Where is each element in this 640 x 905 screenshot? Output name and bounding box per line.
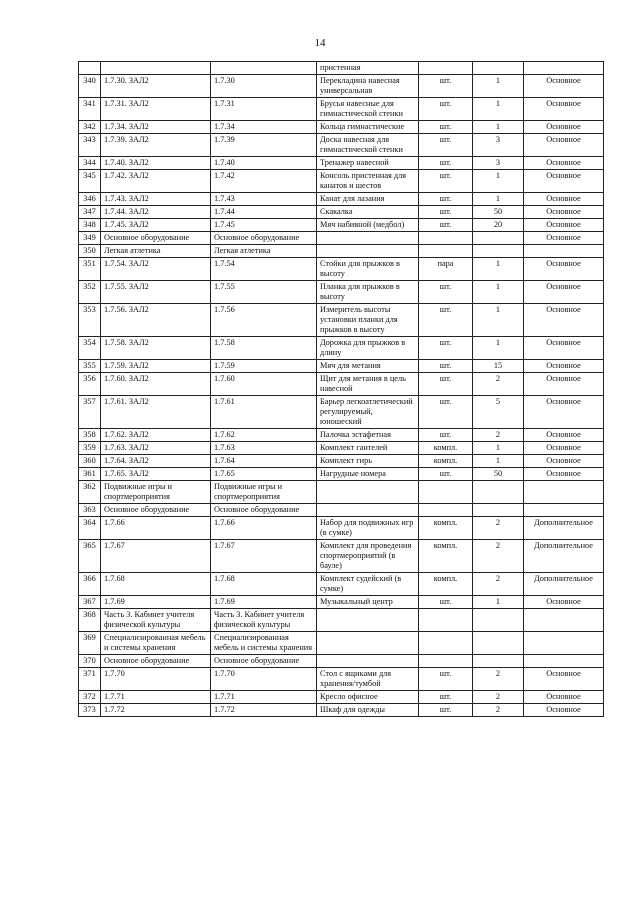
item-code: 1.7.34. ЗАЛ2: [101, 121, 211, 134]
item-code: 1.7.61. ЗАЛ2: [101, 396, 211, 429]
item-code: 1.7.45. ЗАЛ2: [101, 219, 211, 232]
row-number: 345: [79, 170, 101, 193]
item-unit: шт.: [419, 704, 473, 717]
item-name: Комплект гирь: [317, 455, 419, 468]
item-unit: шт.: [419, 75, 473, 98]
item-reference: 1.7.39: [211, 134, 317, 157]
item-name: [317, 632, 419, 655]
item-type: Основное: [524, 691, 604, 704]
item-code: 1.7.65. ЗАЛ2: [101, 468, 211, 481]
item-quantity: [473, 609, 524, 632]
item-quantity: 50: [473, 206, 524, 219]
item-name: Измеритель высоты установки планки для прыжков в высоту: [317, 304, 419, 337]
item-code: Основное оборудование: [101, 232, 211, 245]
table-row: [79, 258, 604, 281]
row-number: 361: [79, 468, 101, 481]
item-quantity: 50: [473, 468, 524, 481]
item-quantity: 5: [473, 396, 524, 429]
equipment-table: [78, 61, 604, 717]
item-type: Основное: [524, 468, 604, 481]
item-name: [317, 504, 419, 517]
item-name: Комплект гантелей: [317, 442, 419, 455]
table-row: [79, 632, 604, 655]
item-unit: [419, 245, 473, 258]
item-name: Комплект судейский (в сумке): [317, 573, 419, 596]
item-code: 1.7.56. ЗАЛ2: [101, 304, 211, 337]
item-unit: шт.: [419, 396, 473, 429]
row-number: 346: [79, 193, 101, 206]
item-type: Основное: [524, 596, 604, 609]
item-reference: Основное оборудование: [211, 232, 317, 245]
item-code: Специализированная мебель и системы хранения: [101, 632, 211, 655]
item-name: Доска навесная для гимнастической стенки: [317, 134, 419, 157]
item-reference: 1.7.72: [211, 704, 317, 717]
item-code: 1.7.54. ЗАЛ2: [101, 258, 211, 281]
item-reference: 1.7.66: [211, 517, 317, 540]
row-number: 344: [79, 157, 101, 170]
table-row: [79, 396, 604, 429]
item-unit: шт.: [419, 170, 473, 193]
table-row: [79, 596, 604, 609]
item-name: Тренажер навесной: [317, 157, 419, 170]
item-name: Консоль пристенная для канатов и шестов: [317, 170, 419, 193]
item-quantity: [473, 632, 524, 655]
page-number: 14: [314, 37, 326, 49]
row-number: 354: [79, 337, 101, 360]
item-code: Основное оборудование: [101, 504, 211, 517]
item-code: 1.7.42. ЗАЛ2: [101, 170, 211, 193]
item-type: Основное: [524, 98, 604, 121]
item-unit: шт.: [419, 596, 473, 609]
item-reference: 1.7.63: [211, 442, 317, 455]
item-type: Дополнительное: [524, 517, 604, 540]
item-quantity: 1: [473, 75, 524, 98]
item-unit: шт.: [419, 281, 473, 304]
item-name: Шкаф для одежды: [317, 704, 419, 717]
item-type: Основное: [524, 170, 604, 193]
item-code: 1.7.55. ЗАЛ2: [101, 281, 211, 304]
item-reference: Основное оборудование: [211, 504, 317, 517]
item-name: пристенная: [317, 62, 419, 75]
table-row: [79, 121, 604, 134]
item-reference: 1.7.45: [211, 219, 317, 232]
item-quantity: 1: [473, 170, 524, 193]
item-type: Основное: [524, 704, 604, 717]
item-quantity: 1: [473, 596, 524, 609]
item-name: [317, 245, 419, 258]
item-reference: 1.7.59: [211, 360, 317, 373]
item-unit: шт.: [419, 193, 473, 206]
item-code: 1.7.58. ЗАЛ2: [101, 337, 211, 360]
row-number: 369: [79, 632, 101, 655]
row-number: 356: [79, 373, 101, 396]
table-row: [79, 337, 604, 360]
row-number: 342: [79, 121, 101, 134]
table-row: [79, 573, 604, 596]
item-quantity: 1: [473, 455, 524, 468]
item-code: 1.7.39. ЗАЛ2: [101, 134, 211, 157]
item-type: Основное: [524, 373, 604, 396]
item-quantity: 1: [473, 98, 524, 121]
item-reference: 1.7.42: [211, 170, 317, 193]
table-row: [79, 481, 604, 504]
row-number: 358: [79, 429, 101, 442]
item-reference: 1.7.30: [211, 75, 317, 98]
item-type: Основное: [524, 281, 604, 304]
table-row: [79, 540, 604, 573]
item-code: 1.7.44. ЗАЛ2: [101, 206, 211, 219]
row-number: 341: [79, 98, 101, 121]
row-number: 362: [79, 481, 101, 504]
row-number: 351: [79, 258, 101, 281]
item-code: 1.7.30. ЗАЛ2: [101, 75, 211, 98]
item-name: Набор для подвижных игр (в сумке): [317, 517, 419, 540]
table-row: [79, 655, 604, 668]
item-quantity: 3: [473, 134, 524, 157]
item-reference: 1.7.61: [211, 396, 317, 429]
table-row: [79, 232, 604, 245]
item-quantity: 2: [473, 704, 524, 717]
row-number: 363: [79, 504, 101, 517]
item-code: Основное оборудование: [101, 655, 211, 668]
item-name: Мяч для метания: [317, 360, 419, 373]
item-reference: Легкая атлетика: [211, 245, 317, 258]
item-quantity: 1: [473, 337, 524, 360]
item-unit: [419, 632, 473, 655]
item-unit: шт.: [419, 304, 473, 337]
item-reference: 1.7.68: [211, 573, 317, 596]
item-quantity: 1: [473, 193, 524, 206]
item-code: 1.7.40. ЗАЛ2: [101, 157, 211, 170]
item-reference: 1.7.58: [211, 337, 317, 360]
item-name: [317, 655, 419, 668]
row-number: 370: [79, 655, 101, 668]
row-number: 353: [79, 304, 101, 337]
item-unit: шт.: [419, 219, 473, 232]
row-number: 365: [79, 540, 101, 573]
item-type: Основное: [524, 442, 604, 455]
item-type: Основное: [524, 232, 604, 245]
table-row: [79, 157, 604, 170]
item-quantity: 2: [473, 373, 524, 396]
table-row: [79, 504, 604, 517]
table-row: [79, 98, 604, 121]
item-type: [524, 609, 604, 632]
item-code: 1.7.60. ЗАЛ2: [101, 373, 211, 396]
table-row: [79, 609, 604, 632]
item-reference: Подвижные игры и спортмероприятия: [211, 481, 317, 504]
row-number: 373: [79, 704, 101, 717]
item-name: Мяч набивной (медбол): [317, 219, 419, 232]
item-name: Палочка эстафетная: [317, 429, 419, 442]
item-name: Кольца гимнастические: [317, 121, 419, 134]
table-row: [79, 206, 604, 219]
item-quantity: 3: [473, 157, 524, 170]
row-number: 348: [79, 219, 101, 232]
table-row: [79, 517, 604, 540]
item-type: Основное: [524, 193, 604, 206]
row-number: 355: [79, 360, 101, 373]
item-name: Стол с ящиками для хранения/тумбой: [317, 668, 419, 691]
item-code: 1.7.66: [101, 517, 211, 540]
item-reference: 1.7.64: [211, 455, 317, 468]
table-row: [79, 704, 604, 717]
item-quantity: 1: [473, 281, 524, 304]
row-number: 352: [79, 281, 101, 304]
item-code: Легкая атлетика: [101, 245, 211, 258]
item-reference: Специализированная мебель и системы хранения: [211, 632, 317, 655]
item-quantity: [473, 232, 524, 245]
item-name: [317, 609, 419, 632]
item-unit: шт.: [419, 668, 473, 691]
item-quantity: 2: [473, 429, 524, 442]
table-row: [79, 691, 604, 704]
table-row: [79, 429, 604, 442]
table-row: [79, 281, 604, 304]
item-type: Основное: [524, 157, 604, 170]
row-number: 368: [79, 609, 101, 632]
row-number: 360: [79, 455, 101, 468]
table-row: [79, 360, 604, 373]
row-number: 347: [79, 206, 101, 219]
item-unit: шт.: [419, 121, 473, 134]
item-unit: шт.: [419, 98, 473, 121]
table-row: [79, 668, 604, 691]
item-reference: Часть 3. Кабинет учителя физической культуры: [211, 609, 317, 632]
item-reference: 1.7.65: [211, 468, 317, 481]
row-number: 371: [79, 668, 101, 691]
item-code: 1.7.72: [101, 704, 211, 717]
item-type: Основное: [524, 360, 604, 373]
item-type: Основное: [524, 121, 604, 134]
row-number: 367: [79, 596, 101, 609]
item-type: Основное: [524, 258, 604, 281]
item-code: 1.7.69: [101, 596, 211, 609]
item-type: Основное: [524, 337, 604, 360]
item-type: Основное: [524, 304, 604, 337]
item-reference: 1.7.71: [211, 691, 317, 704]
item-reference: 1.7.43: [211, 193, 317, 206]
item-unit: шт.: [419, 206, 473, 219]
item-unit: [419, 655, 473, 668]
item-quantity: 1: [473, 304, 524, 337]
item-reference: Основное оборудование: [211, 655, 317, 668]
table-row: [79, 134, 604, 157]
item-name: Канат для лазания: [317, 193, 419, 206]
table-row: [79, 75, 604, 98]
item-quantity: 2: [473, 691, 524, 704]
row-number: 340: [79, 75, 101, 98]
row-number: 343: [79, 134, 101, 157]
item-name: Перекладина навесная универсальная: [317, 75, 419, 98]
item-reference: 1.7.44: [211, 206, 317, 219]
item-unit: [419, 504, 473, 517]
item-unit: компл.: [419, 442, 473, 455]
item-name: Брусья навесные для гимнастической стенки: [317, 98, 419, 121]
item-type: Основное: [524, 206, 604, 219]
item-reference: 1.7.62: [211, 429, 317, 442]
item-quantity: 1: [473, 442, 524, 455]
item-unit: шт.: [419, 468, 473, 481]
table-row: [79, 62, 604, 75]
item-code: [101, 62, 211, 75]
item-type: Основное: [524, 134, 604, 157]
item-name: Нагрудные номера: [317, 468, 419, 481]
item-type: Основное: [524, 668, 604, 691]
item-unit: [419, 232, 473, 245]
item-quantity: 1: [473, 121, 524, 134]
item-reference: 1.7.40: [211, 157, 317, 170]
item-name: Дорожка для прыжков в длину: [317, 337, 419, 360]
item-quantity: 2: [473, 573, 524, 596]
item-reference: 1.7.60: [211, 373, 317, 396]
item-unit: шт.: [419, 157, 473, 170]
item-unit: компл.: [419, 517, 473, 540]
item-quantity: 2: [473, 517, 524, 540]
item-type: [524, 632, 604, 655]
item-quantity: 20: [473, 219, 524, 232]
table-row: [79, 304, 604, 337]
item-unit: [419, 62, 473, 75]
item-type: [524, 481, 604, 504]
item-unit: [419, 609, 473, 632]
table-row: [79, 170, 604, 193]
item-code: 1.7.70: [101, 668, 211, 691]
item-reference: 1.7.56: [211, 304, 317, 337]
item-code: 1.7.43. ЗАЛ2: [101, 193, 211, 206]
item-name: [317, 481, 419, 504]
table-row: [79, 193, 604, 206]
row-number: 349: [79, 232, 101, 245]
item-code: 1.7.64. ЗАЛ2: [101, 455, 211, 468]
equipment-table-body: [79, 62, 604, 717]
item-reference: 1.7.34: [211, 121, 317, 134]
item-name: Планка для прыжков в высоту: [317, 281, 419, 304]
item-unit: шт.: [419, 134, 473, 157]
item-type: Основное: [524, 219, 604, 232]
item-code: 1.7.68: [101, 573, 211, 596]
item-type: Основное: [524, 429, 604, 442]
item-name: Щит для метания в цель навесной: [317, 373, 419, 396]
item-unit: шт.: [419, 429, 473, 442]
table-row: [79, 219, 604, 232]
item-code: 1.7.71: [101, 691, 211, 704]
row-number: 366: [79, 573, 101, 596]
item-unit: [419, 481, 473, 504]
table-row: [79, 442, 604, 455]
item-code: 1.7.62. ЗАЛ2: [101, 429, 211, 442]
item-code: 1.7.59. ЗАЛ2: [101, 360, 211, 373]
item-reference: 1.7.69: [211, 596, 317, 609]
item-unit: компл.: [419, 573, 473, 596]
item-unit: шт.: [419, 373, 473, 396]
item-reference: 1.7.70: [211, 668, 317, 691]
item-type: [524, 504, 604, 517]
item-quantity: 2: [473, 540, 524, 573]
item-unit: пара: [419, 258, 473, 281]
row-number: [79, 62, 101, 75]
table-row: [79, 455, 604, 468]
item-name: [317, 232, 419, 245]
item-code: Часть 3. Кабинет учителя физической культуры: [101, 609, 211, 632]
item-name: Скакалка: [317, 206, 419, 219]
item-reference: 1.7.54: [211, 258, 317, 281]
item-type: Дополнительное: [524, 540, 604, 573]
item-type: [524, 62, 604, 75]
row-number: 364: [79, 517, 101, 540]
item-type: Дополнительное: [524, 573, 604, 596]
item-name: Музыкальный центр: [317, 596, 419, 609]
row-number: 359: [79, 442, 101, 455]
table-row: [79, 373, 604, 396]
item-type: Основное: [524, 75, 604, 98]
item-reference: 1.7.55: [211, 281, 317, 304]
item-name: Стойки для прыжков в высоту: [317, 258, 419, 281]
item-quantity: 15: [473, 360, 524, 373]
item-quantity: 2: [473, 668, 524, 691]
item-code: 1.7.63. ЗАЛ2: [101, 442, 211, 455]
item-name: Комплект для проведения спортмероприятий (в бауле): [317, 540, 419, 573]
item-quantity: [473, 481, 524, 504]
item-name: Кресло офисное: [317, 691, 419, 704]
row-number: 350: [79, 245, 101, 258]
item-unit: компл.: [419, 455, 473, 468]
table-row: [79, 468, 604, 481]
item-unit: шт.: [419, 337, 473, 360]
item-code: Подвижные игры и спортмероприятия: [101, 481, 211, 504]
item-type: [524, 245, 604, 258]
item-unit: шт.: [419, 360, 473, 373]
table-row: [79, 245, 604, 258]
item-unit: шт.: [419, 691, 473, 704]
item-quantity: 1: [473, 258, 524, 281]
item-reference: [211, 62, 317, 75]
item-code: 1.7.31. ЗАЛ2: [101, 98, 211, 121]
item-quantity: [473, 504, 524, 517]
item-type: [524, 655, 604, 668]
item-type: Основное: [524, 455, 604, 468]
item-code: 1.7.67: [101, 540, 211, 573]
item-quantity: [473, 655, 524, 668]
item-unit: компл.: [419, 540, 473, 573]
row-number: 357: [79, 396, 101, 429]
item-reference: 1.7.31: [211, 98, 317, 121]
item-quantity: [473, 62, 524, 75]
item-name: Барьер легкоатлетический регулируемый, юношеский: [317, 396, 419, 429]
item-reference: 1.7.67: [211, 540, 317, 573]
item-quantity: [473, 245, 524, 258]
item-type: Основное: [524, 396, 604, 429]
row-number: 372: [79, 691, 101, 704]
